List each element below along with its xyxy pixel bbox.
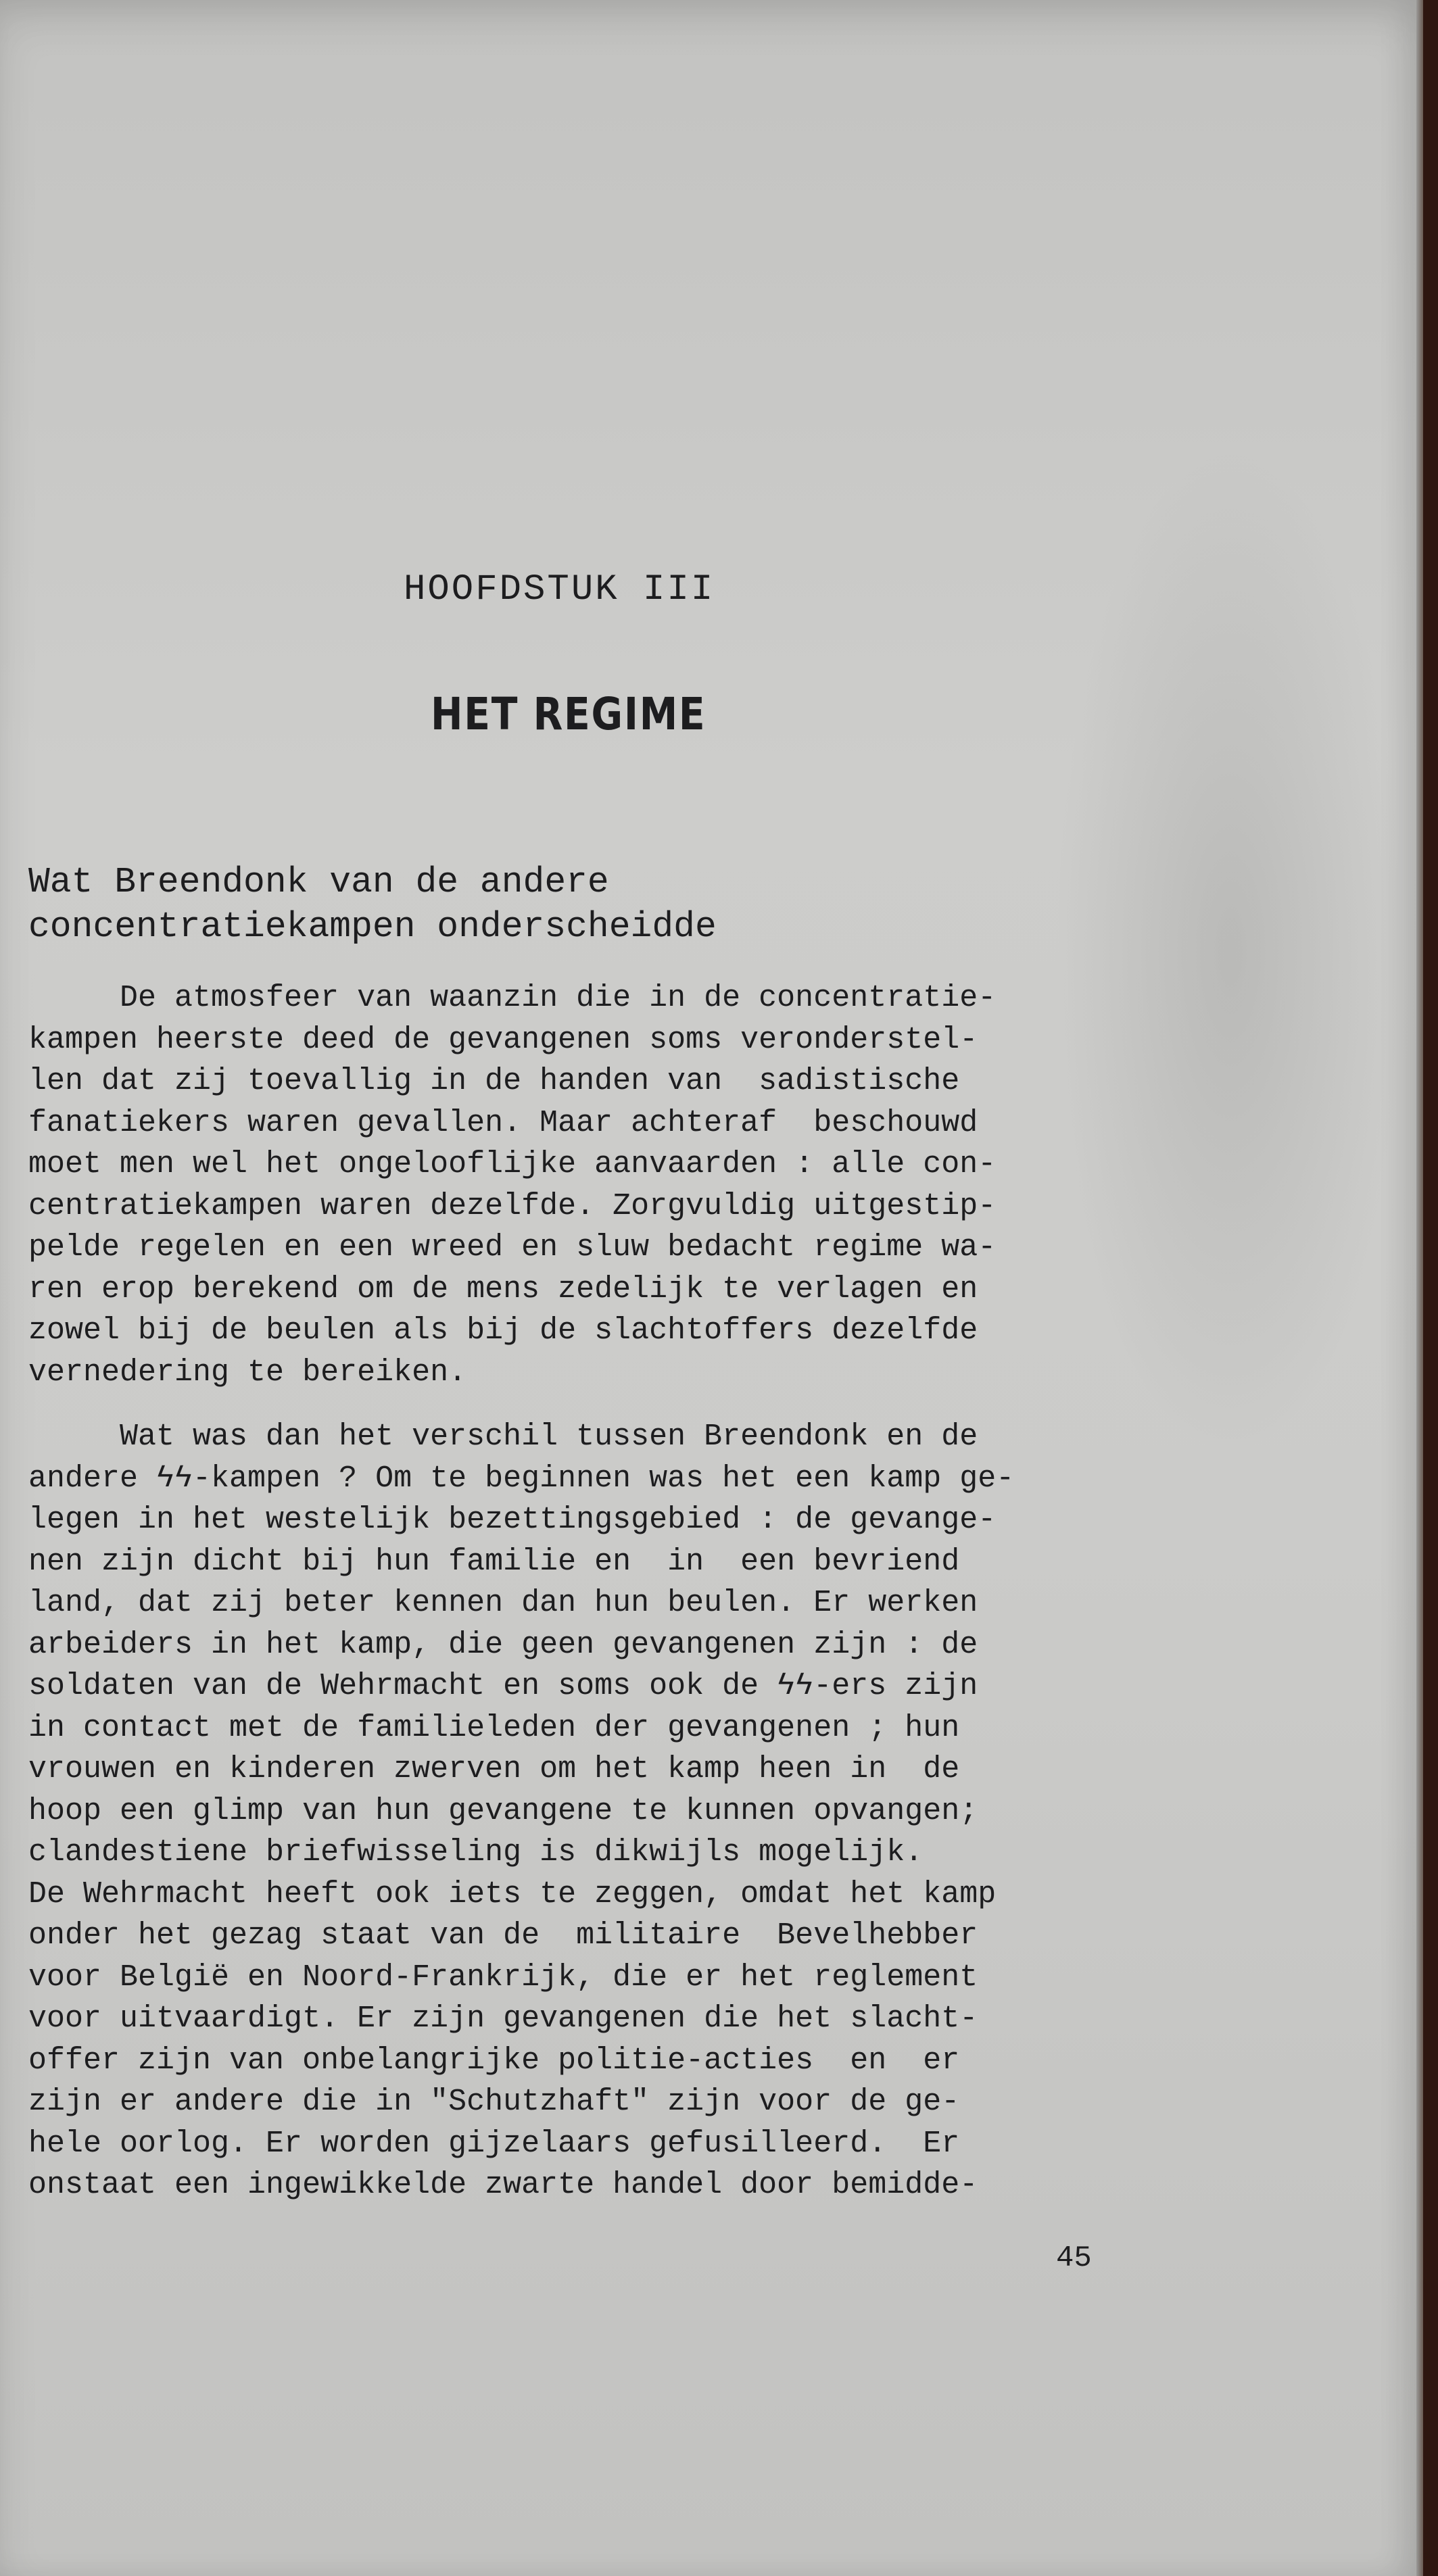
text-line: nen zijn dicht bij hun familie en in een bevriend: [28, 1544, 960, 1579]
section-heading-line: concentratiekampen onderscheidde: [28, 906, 717, 947]
text-line: vrouwen en kinderen zwerven om het kamp heen in de: [28, 1752, 960, 1787]
text-line: moet men wel het ongelooflijke aanvaarden : alle con-: [28, 1147, 997, 1182]
text-line: fanatiekers waren gevallen. Maar achteraf beschouwd: [28, 1105, 978, 1140]
section-heading-line: Wat Breendonk van de andere: [28, 862, 609, 902]
text-line: land, dat zij beter kennen dan hun beulen. Er werken: [28, 1586, 978, 1620]
page-number: 45: [1056, 2241, 1092, 2275]
text-line: soldaten van de Wehrmacht en soms ook de ϟϟ-ers zijn: [28, 1669, 978, 1703]
text-line: zijn er andere die in "Schutzhaft" zijn voor de ge-: [28, 2085, 960, 2119]
text-line: De atmosfeer van waanzin die in de concentratie-: [28, 981, 997, 1015]
text-line: zowel bij de beulen als bij de slachtoffers dezelfde: [28, 1313, 978, 1348]
text-line: onstaat een ingewikkelde zwarte handel door bemidde-: [28, 2168, 978, 2202]
page-edge: [1416, 0, 1423, 2576]
text-line: kampen heerste deed de gevangenen soms veronderstel-: [28, 1022, 978, 1057]
text-line: ren erop berekend om de mens zedelijk te verlagen en: [28, 1271, 978, 1307]
text-line: hoop een glimp van hun gevangene te kunnen opvangen;: [28, 1793, 978, 1828]
text-line: hele oorlog. Er worden gijzelaars gefusilleerd. Er: [28, 2126, 960, 2161]
text-line: offer zijn van onbelangrijke politie-acties en er: [28, 2043, 960, 2078]
text-line: onder het gezag staat van de militaire Bevelhebber: [28, 1918, 978, 1953]
text-line: vernedering te bereiken.: [28, 1355, 467, 1390]
paragraph-1: [28, 977, 1137, 1393]
text-line: centratiekampen waren dezelfde. Zorgvuldig uitgestip-: [28, 1188, 997, 1223]
paragraph-2: [28, 1416, 1137, 2206]
text-line: arbeiders in het kamp, die geen gevangenen zijn : de: [28, 1627, 978, 1662]
section-heading: [28, 860, 717, 949]
text-line: in contact met de familieleden der gevangenen ; hun: [28, 1710, 960, 1745]
text-line: len dat zij toevallig in de handen van sadistische: [28, 1064, 960, 1098]
body-text: [28, 977, 1137, 2206]
chapter-label: HOOFDSTUK III: [404, 569, 715, 610]
text-line: voor België en Noord-Frankrijk, die er het reglement: [28, 1960, 978, 1995]
text-line: De Wehrmacht heeft ook iets te zeggen, omdat het kamp: [28, 1876, 997, 1912]
text-line: Wat was dan het verschil tussen Breendonk en de: [28, 1419, 978, 1454]
text-line: andere ϟϟ-kampen ? Om te beginnen was het een kamp ge-: [28, 1461, 1015, 1496]
text-line: voor uitvaardigt. Er zijn gevangenen die het slacht-: [28, 2001, 978, 2036]
chapter-title: HET REGIME: [431, 688, 706, 740]
text-line: legen in het westelijk bezettingsgebied : de gevange-: [28, 1503, 997, 1537]
text-line: clandestiene briefwisseling is dikwijls mogelijk.: [28, 1835, 924, 1870]
text-line: pelde regelen en een wreed en sluw bedacht regime wa-: [28, 1230, 997, 1265]
